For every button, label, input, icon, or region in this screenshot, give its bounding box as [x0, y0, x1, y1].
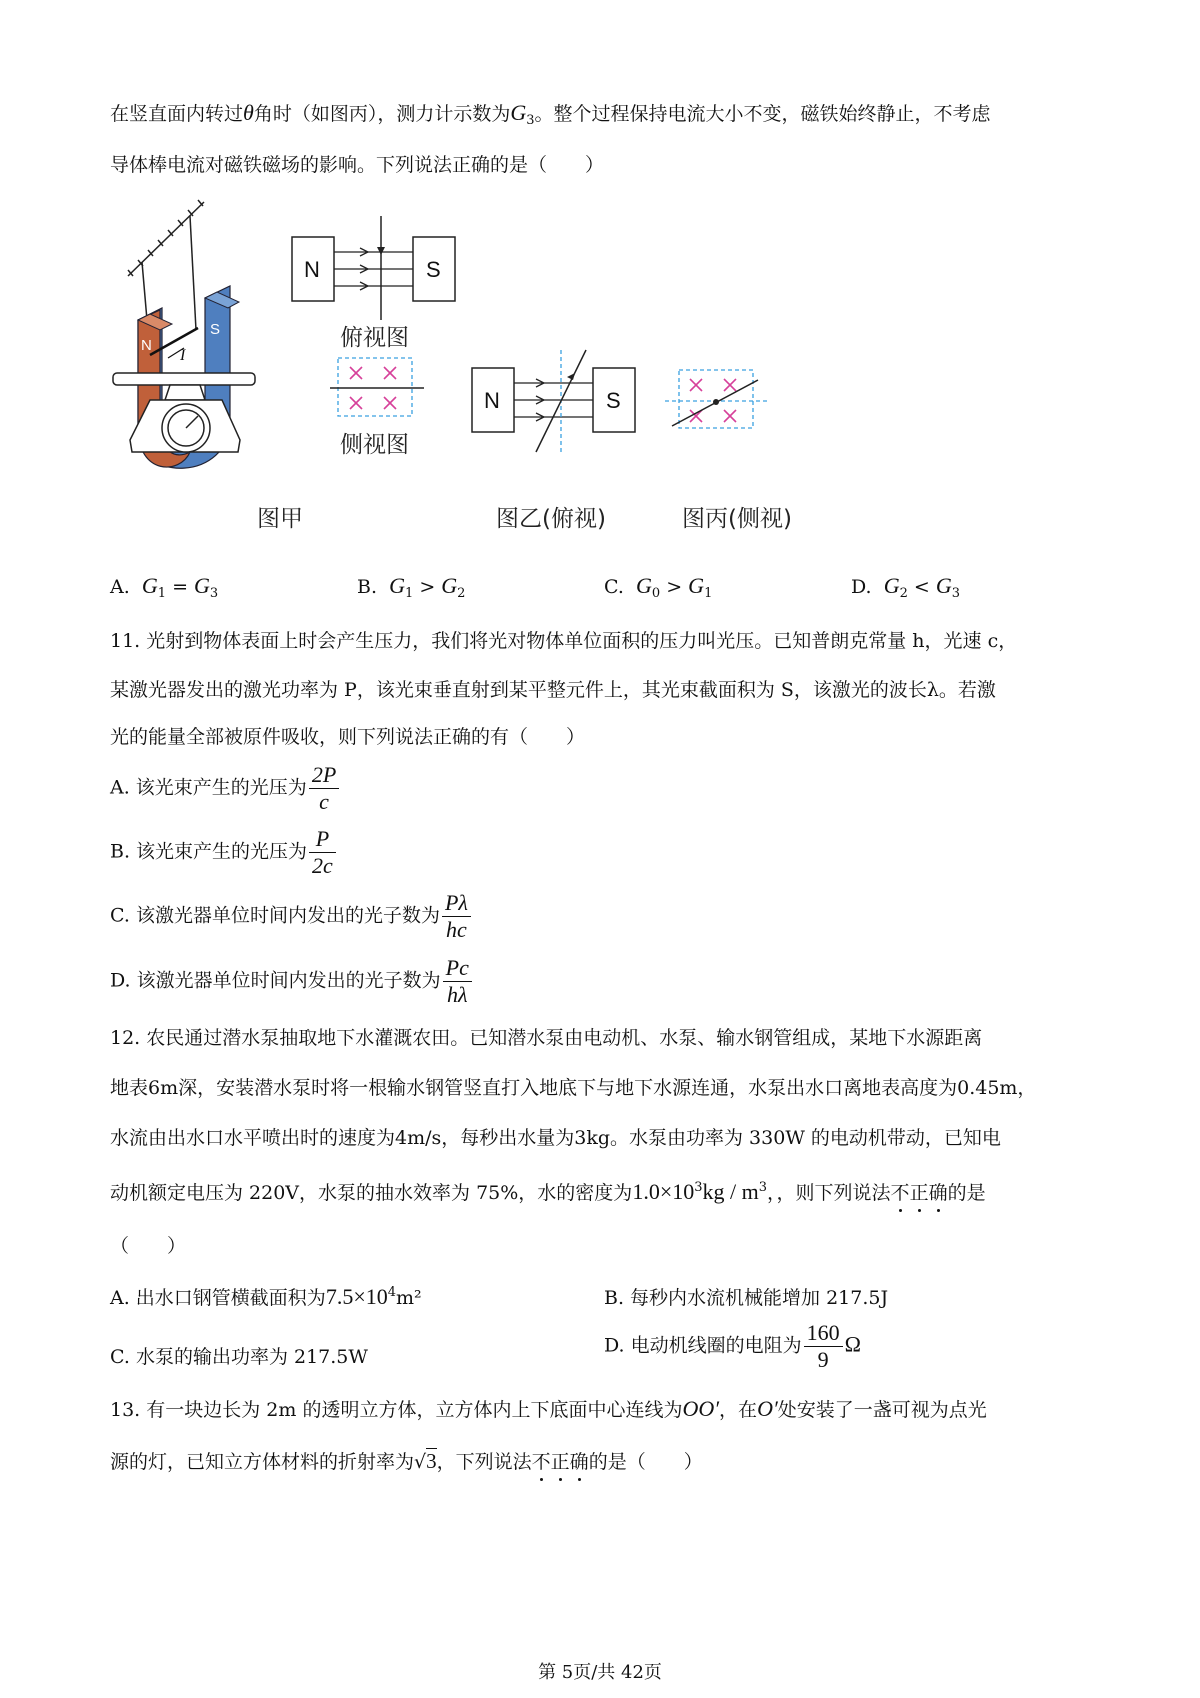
unit: m² — [396, 1287, 422, 1309]
figure-bing-diagram — [665, 370, 768, 428]
text: 13. 有一块边长为 2m 的透明立方体，立方体内上下底面中心连线为 — [110, 1399, 683, 1421]
magnet-experiment-figure — [0, 190, 1200, 550]
q10-intro-line-2: 导体棒电流对磁铁磁场的影响。下列说法正确的是（ ） — [110, 154, 605, 176]
emphasis-char: 确 — [928, 1182, 948, 1204]
numerator: Pλ — [442, 890, 471, 917]
q12-option-b: B. 每秒内水流机械能增加 217.5J — [604, 1287, 889, 1309]
operator: = — [166, 576, 195, 598]
subscript: 3 — [951, 586, 961, 601]
q10-option-b — [357, 573, 465, 601]
subscript: 2 — [457, 586, 466, 601]
denominator: c — [319, 789, 329, 814]
theta-symbol: θ — [243, 100, 254, 125]
operator: < — [907, 576, 936, 598]
fraction — [309, 826, 336, 879]
unit: Ω — [844, 1331, 861, 1357]
point-symbol: O′ — [757, 1396, 778, 1421]
g-symbol: G — [389, 573, 405, 598]
q13-stem-line-2 — [110, 1448, 703, 1475]
text: 的是（ ） — [588, 1451, 703, 1473]
density-unit: kg / m — [702, 1179, 759, 1204]
subscript: 2 — [899, 586, 908, 601]
q11-stem-line-3: 光的能量全部被原件吸收，则下列说法正确的有（ ） — [110, 726, 586, 748]
denominator: 2c — [312, 853, 333, 878]
q12-option-d — [604, 1320, 861, 1373]
text: 动机额定电压为 220V，水泵的抽水效率为 75%，水的密度为 — [110, 1182, 633, 1204]
denominator: hc — [446, 917, 467, 942]
option-text: D. 该激光器单位时间内发出的光子数为 — [110, 969, 441, 992]
sqrt-symbol: √ — [414, 1451, 427, 1473]
fraction — [443, 955, 472, 1008]
emphasis-char: 正 — [909, 1182, 929, 1204]
page-footer: 第 5页/共 42页 — [538, 1662, 662, 1683]
fraction — [309, 762, 339, 815]
superscript: 3 — [758, 1180, 768, 1195]
subscript: 0 — [651, 586, 661, 601]
current-label: I — [180, 347, 186, 364]
subscript: 1 — [704, 586, 713, 601]
figure-bing-caption: 图丙(侧视) — [682, 506, 792, 532]
option-text: D. 电动机线圈的电阻为 — [604, 1334, 802, 1357]
text: 在竖直面内转过 — [110, 103, 244, 125]
option-label: D. — [851, 576, 872, 598]
figure-jia-caption: 图甲 — [257, 506, 303, 532]
q10-option-d — [851, 573, 960, 601]
g-symbol: G — [883, 573, 900, 598]
top-view-s-label: S — [426, 257, 441, 282]
fraction — [804, 1320, 843, 1373]
numerator: 2P — [309, 762, 339, 789]
scale — [113, 373, 255, 452]
q12-stem-line-3: 水流由出水口水平喷出时的速度为4m/s，每秒出水量为3kg。水泵由功率为 330W 的电动机带动，已知电 — [110, 1127, 1001, 1149]
q11-option-c — [110, 890, 473, 943]
g-symbol: G — [688, 573, 705, 598]
emphasis-char: 不 — [531, 1451, 551, 1473]
q12-stem-line-5: （ ） — [110, 1235, 187, 1257]
g-symbol: G — [441, 573, 458, 598]
q10-option-c — [604, 573, 712, 601]
figure-yi-s-label: S — [606, 388, 621, 413]
q13-stem-line-1 — [110, 1396, 987, 1423]
numerator: Pc — [443, 955, 472, 982]
option-text: B. 该光束产生的光压为 — [110, 840, 308, 863]
q11-option-b — [110, 826, 338, 879]
text: ，在 — [719, 1399, 758, 1421]
text: ，，则下列说法 — [767, 1182, 891, 1204]
subscript: 1 — [157, 586, 167, 601]
subscript: 3 — [526, 113, 535, 128]
fraction — [442, 890, 471, 943]
top-view-caption: 俯视图 — [340, 325, 409, 351]
g-symbol: G — [636, 573, 652, 598]
emphasis-char: 正 — [550, 1451, 570, 1473]
figure-yi-caption: 图乙(俯视) — [496, 506, 606, 532]
numerator: 160 — [804, 1320, 843, 1347]
q12-stem-line-1: 12. 农民通过潜水泵抽取地下水灌溉农田。已知潜水泵由电动机、水泵、输水钢管组成，某地下水源距离 — [110, 1027, 983, 1049]
figure-yi-n-label: N — [484, 388, 500, 413]
q12-option-c: C. 水泵的输出功率为 217.5W — [110, 1346, 368, 1368]
denominator: 9 — [817, 1347, 829, 1372]
q11-stem-line-1: 11. 光射到物体表面上时会产生压力，我们将光对物体单位面积的压力叫光压。已知普朗克常量 h，光速 c， — [110, 630, 1018, 652]
option-text: C. 该激光器单位时间内发出的光子数为 — [110, 904, 440, 927]
option-label: A. — [110, 576, 130, 598]
density-value: 1.0×10 — [632, 1179, 695, 1204]
numerator: P — [309, 826, 336, 853]
q12-stem-line-4 — [110, 1175, 986, 1206]
denominator: hλ — [446, 982, 468, 1007]
superscript: 3 — [694, 1180, 703, 1195]
q11-stem-line-2: 某激光器发出的激光功率为 P，该光束垂直射到某平整元件上，其光束截面积为 S，该激光的波长λ。若激 — [110, 679, 996, 701]
emphasis-char: 不 — [890, 1182, 910, 1204]
q12-stem-line-2: 地表6m深，安装潜水泵时将一根输水钢管竖直打入地底下与地下水源连通，水泵出水口离地表高度为0.45m， — [110, 1077, 1037, 1099]
g-symbol: G — [194, 573, 210, 598]
subscript: 3 — [209, 586, 219, 601]
q12-option-a — [110, 1283, 422, 1310]
text: 角时（如图丙），测力计示数为 — [253, 103, 511, 125]
text: 处安装了一盏可视为点光 — [777, 1399, 987, 1421]
top-view-n-label: N — [304, 257, 320, 282]
magnet-n-label: N — [141, 337, 152, 354]
option-text: A. 该光束产生的光压为 — [110, 776, 307, 799]
side-view-caption: 侧视图 — [340, 432, 409, 458]
text: ，下列说法 — [436, 1451, 532, 1473]
hanging-wire — [190, 216, 196, 330]
text: 的是 — [947, 1182, 986, 1204]
operator: > — [413, 576, 442, 598]
q11-option-a — [110, 762, 341, 815]
g-symbol: G — [935, 573, 952, 598]
g-symbol: G — [141, 573, 158, 598]
superscript: 4 — [387, 1285, 397, 1300]
side-view-diagram — [330, 358, 424, 416]
subscript: 1 — [405, 586, 414, 601]
q10-intro-line-1 — [110, 100, 991, 134]
sqrt-value: 3 — [426, 1449, 437, 1473]
axis-symbol: OO′ — [682, 1396, 720, 1421]
magnet-s-label: S — [210, 321, 221, 338]
q11-option-d — [110, 955, 474, 1008]
option-label: C. — [604, 576, 624, 598]
text: 源的灯，已知立方体材料的折射率为 — [110, 1451, 415, 1473]
area-value: 7.5×10 — [325, 1284, 388, 1309]
g-symbol: G — [510, 100, 527, 125]
emphasis-char: 确 — [569, 1451, 589, 1473]
operator: > — [660, 576, 689, 598]
option-text: A. 出水口钢管横截面积为 — [110, 1287, 326, 1309]
text: 。整个过程保持电流大小不变，磁铁始终静止，不考虑 — [534, 103, 991, 125]
option-label: B. — [357, 576, 378, 598]
q10-option-a — [110, 573, 218, 601]
